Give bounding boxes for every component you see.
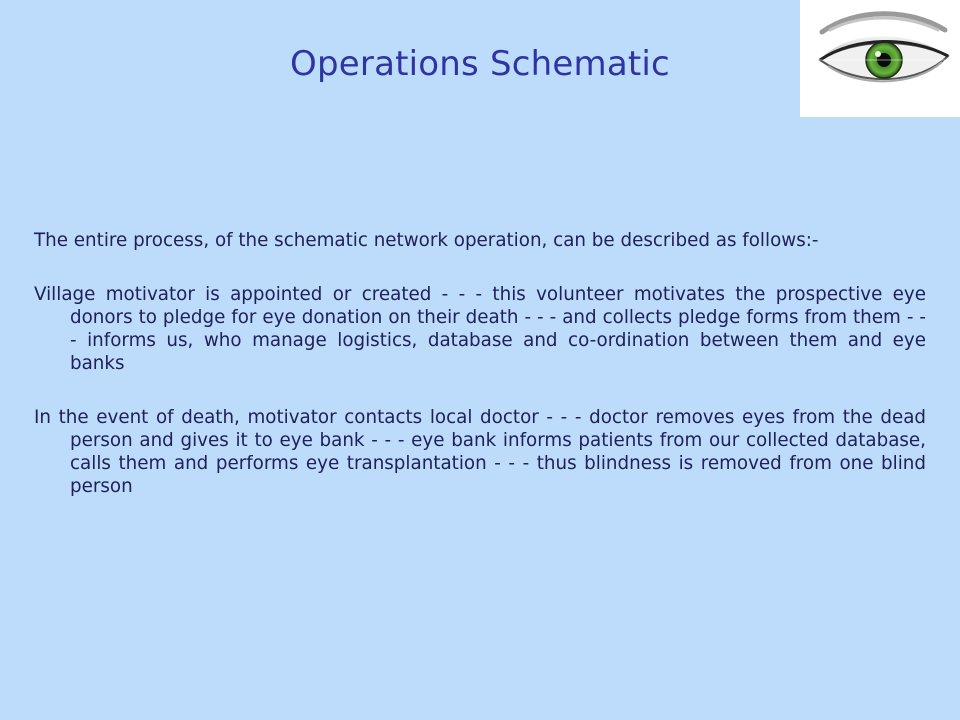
page-title: Operations Schematic	[290, 44, 670, 84]
body-text	[34, 229, 926, 529]
motivator-paragraph: Village motivator is appointed or created - - - this volunteer motivates the prospective eye donors to pledge for eye donation on their death - - - and collects pledge forms from them - - - informs us, who manage logistics, database and co-ordination between them and eye banks	[34, 284, 926, 374]
death-event-paragraph: In the event of death, motivator contacts local doctor - - - doctor removes eyes from the dead person and gives it to eye bank - - - eye bank informs patients from our collected database, calls them and performs eye transplantation - - - thus blindness is removed from one blind person	[34, 407, 926, 497]
intro-paragraph: The entire process, of the schematic network operation, can be described as follows:-	[34, 230, 819, 251]
logo	[800, 0, 960, 117]
eye-icon	[800, 0, 960, 117]
